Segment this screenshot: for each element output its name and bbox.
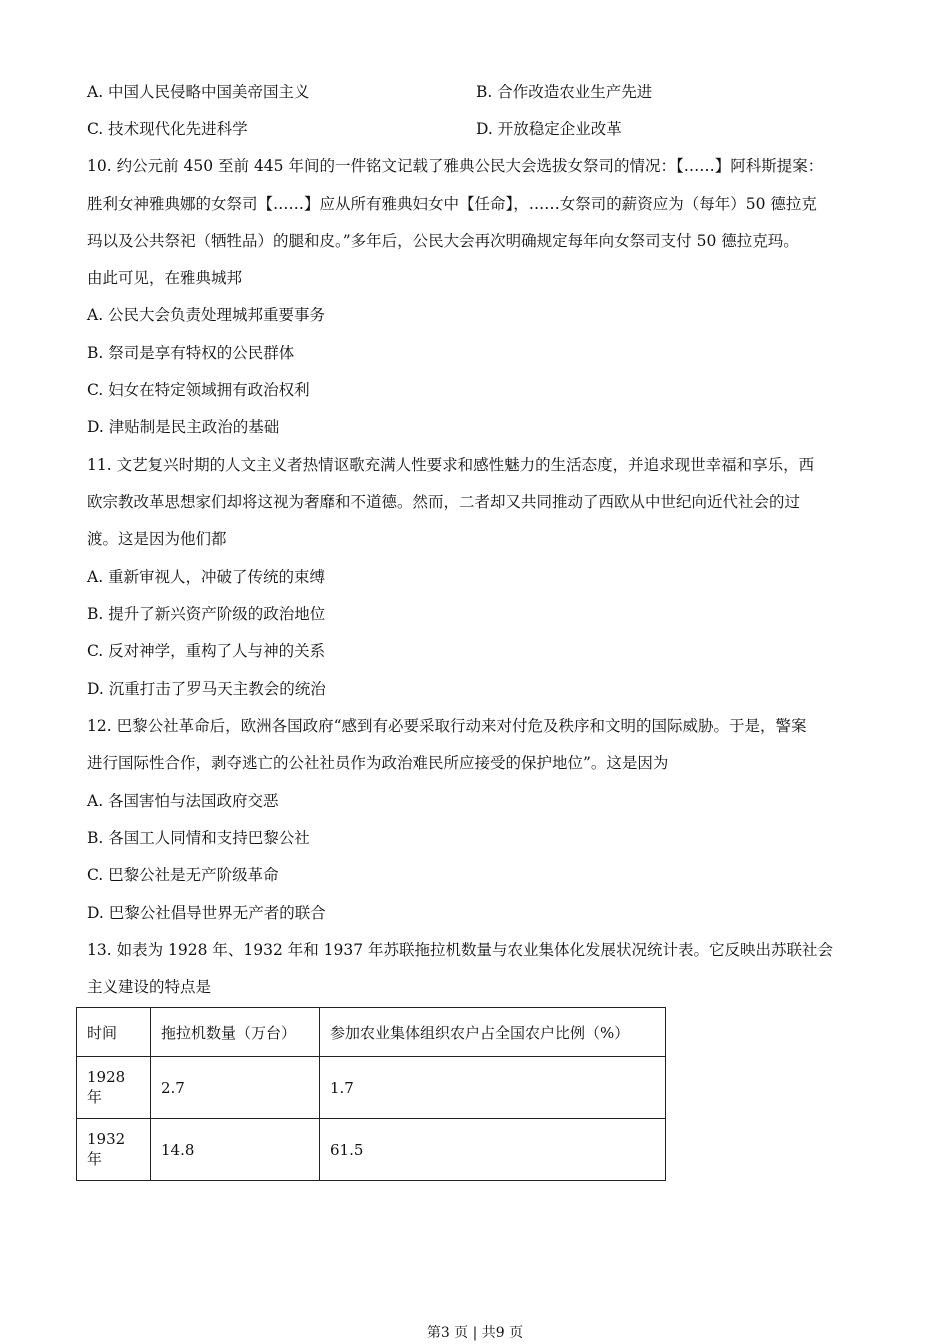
- q13-stem-line: 13. 如表为 1928 年、1932 年和 1937 年苏联拖拉机数量与农业集体化发展状况统计表。它反映出苏联社会: [87, 941, 834, 959]
- q9-option-d: D. 开放稳定企业改革: [476, 120, 622, 138]
- table-header-cell: 拖拉机数量（万台）: [151, 1008, 320, 1057]
- q11-option-b: B. 提升了新兴资产阶级的政治地位: [87, 605, 326, 623]
- statistics-table: [76, 1007, 666, 1181]
- q13-stem-line: 主义建设的特点是: [87, 978, 212, 996]
- q11-option-c: C. 反对神学，重构了人与神的关系: [87, 642, 326, 660]
- q11-stem-line: 渡。这是因为他们都: [87, 530, 227, 548]
- table-cell: 14.8: [151, 1119, 320, 1181]
- q11-stem-line: 欧宗教改革思想家们却将这视为奢靡和不道德。然而，二者却又共同推动了西欧从中世纪向近代社会的过: [87, 493, 801, 511]
- table-cell: 1932 年: [77, 1119, 151, 1181]
- table-cell: 2.7: [151, 1057, 320, 1119]
- q10-option-b: B. 祭司是享有特权的公民群体: [87, 344, 295, 362]
- q12-option-b: B. 各国工人同情和支持巴黎公社: [87, 829, 310, 847]
- q12-stem-line: 12. 巴黎公社革命后，欧洲各国政府“感到有必要采取行动来对付危及秩序和文明的国际威胁。于是，警案: [87, 717, 807, 735]
- q10-option-d: D. 津贴制是民主政治的基础: [87, 418, 280, 436]
- q10-stem-line: 胜利女神雅典娜的女祭司【……】应从所有雅典妇女中【任命】，……女祭司的薪资应为（每年）50 德拉克: [87, 195, 817, 213]
- table-header-row: [77, 1008, 666, 1057]
- table-cell: 1.7: [320, 1057, 666, 1119]
- q11-option-a: A. 重新审视人，冲破了传统的束缚: [87, 568, 326, 586]
- page-footer: 第3 页 | 共9 页: [426, 1325, 524, 1341]
- q11-option-d: D. 沉重打击了罗马天主教会的统治: [87, 680, 326, 698]
- table-cell: 61.5: [320, 1119, 666, 1181]
- q11-stem-line: 11. 文艺复兴时期的人文主义者热情讴歌充满人性要求和感性魅力的生活态度，并追求现世幸福和享乐，西: [87, 456, 815, 474]
- q9-option-a: A. 中国人民侵略中国美帝国主义: [87, 83, 310, 101]
- q9-option-b: B. 合作改造农业生产先进: [476, 83, 653, 101]
- table-header-cell: 时间: [77, 1008, 151, 1057]
- table-header-cell: 参加农业集体组织农户占全国农户比例（%）: [320, 1008, 666, 1057]
- q9-option-c: C. 技术现代化先进科学: [87, 120, 248, 138]
- table-cell: 1928 年: [77, 1057, 151, 1119]
- q10-stem-line: 由此可见，在雅典城邦: [87, 269, 243, 287]
- q10-stem-line: 玛以及公共祭祀（牺牲品）的腿和皮。”多年后，公民大会再次明确规定每年向女祭司支付 50 德拉克玛。: [87, 232, 799, 250]
- q12-stem-line: 进行国际性合作，剥夺逃亡的公社社员作为政治难民所应接受的保护地位”。这是因为: [87, 754, 669, 772]
- q12-option-c: C. 巴黎公社是无产阶级革命: [87, 866, 279, 884]
- table-row: [77, 1119, 666, 1181]
- q10-stem-line: 10. 约公元前 450 至前 445 年间的一件铭文记载了雅典公民大会选拔女祭司的情况：【……】阿科斯提案：: [87, 157, 824, 175]
- q12-option-a: A. 各国害怕与法国政府交恶: [87, 792, 279, 810]
- table-row: [77, 1057, 666, 1119]
- q12-option-d: D. 巴黎公社倡导世界无产者的联合: [87, 904, 326, 922]
- q10-option-c: C. 妇女在特定领域拥有政治权利: [87, 381, 310, 399]
- q10-option-a: A. 公民大会负责处理城邦重要事务: [87, 306, 326, 324]
